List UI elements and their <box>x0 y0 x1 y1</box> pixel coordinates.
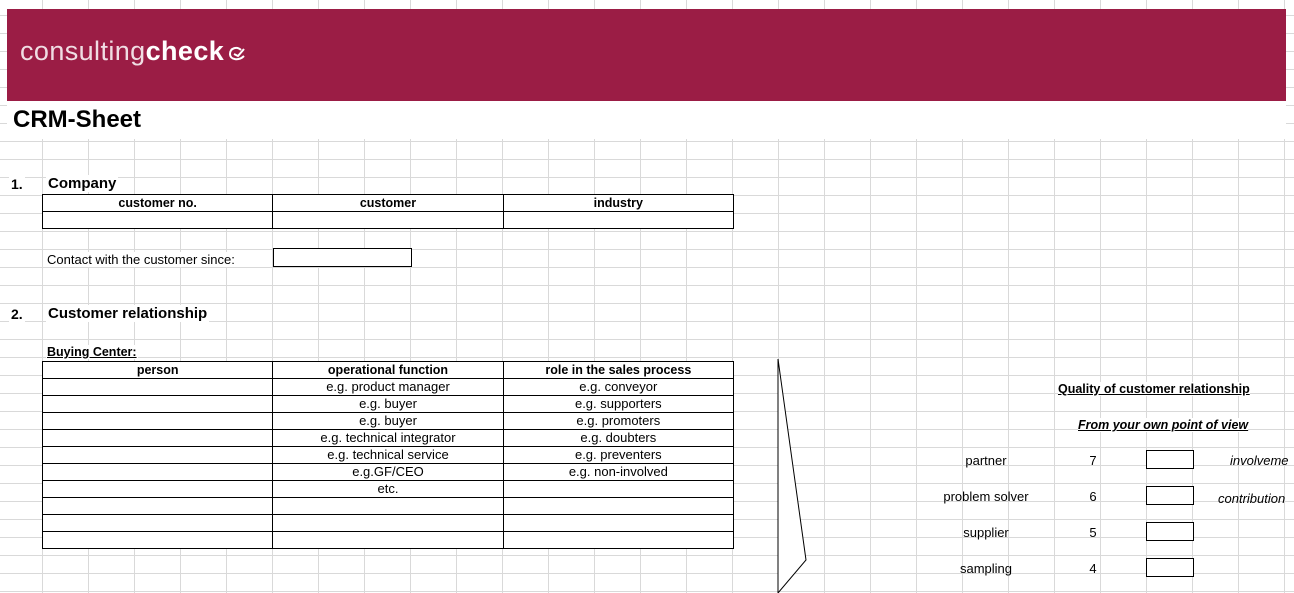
customer-no-cell[interactable] <box>43 212 273 229</box>
quality-level-score: 5 <box>1089 525 1097 540</box>
col-customer: customer <box>273 195 503 212</box>
table-row <box>43 447 734 464</box>
quality-level-input[interactable] <box>1146 486 1194 505</box>
person-cell[interactable] <box>43 413 273 430</box>
quality-subtitle: From your own point of view <box>1078 418 1249 432</box>
quality-level-score: 6 <box>1089 489 1097 504</box>
buying-center-label: Buying Center: <box>47 345 137 359</box>
quality-level-score: 4 <box>1089 561 1097 576</box>
section-2-heading: Customer relationship <box>48 305 208 322</box>
role-cell[interactable]: e.g. promoters <box>503 413 733 430</box>
quality-level-input[interactable] <box>1146 558 1194 577</box>
function-cell[interactable]: e.g. product manager <box>273 379 503 396</box>
quality-title: Quality of customer relationship <box>1058 382 1250 396</box>
role-cell[interactable] <box>503 532 733 549</box>
check-mark-icon <box>227 38 247 69</box>
person-cell[interactable] <box>43 481 273 498</box>
brand-logo <box>20 36 247 69</box>
quality-level-side: involveme <box>1230 453 1289 468</box>
quality-level-input[interactable] <box>1146 522 1194 541</box>
sheet-title: CRM-Sheet <box>13 106 142 133</box>
role-cell[interactable] <box>503 481 733 498</box>
person-cell[interactable] <box>43 498 273 515</box>
table-row <box>43 498 734 515</box>
table-row <box>43 413 734 430</box>
col-customer-no: customer no. <box>43 195 273 212</box>
section-1-number: 1. <box>11 176 23 192</box>
function-cell[interactable]: e.g. technical service <box>273 447 503 464</box>
company-table <box>42 194 734 229</box>
table-row <box>43 481 734 498</box>
table-row <box>43 532 734 549</box>
person-cell[interactable] <box>43 430 273 447</box>
person-cell[interactable] <box>43 379 273 396</box>
buying-center-table <box>42 361 734 549</box>
role-cell[interactable] <box>503 498 733 515</box>
person-cell[interactable] <box>43 532 273 549</box>
function-cell[interactable]: e.g. buyer <box>273 396 503 413</box>
table-row <box>43 464 734 481</box>
quality-level-label: partner <box>965 453 1007 468</box>
quality-level-label: problem solver <box>943 489 1029 504</box>
table-row <box>43 430 734 447</box>
role-cell[interactable]: e.g. supporters <box>503 396 733 413</box>
col-person: person <box>43 362 273 379</box>
quality-level-score: 7 <box>1089 453 1097 468</box>
role-cell[interactable]: e.g. non-involved <box>503 464 733 481</box>
col-role: role in the sales process <box>503 362 733 379</box>
logo-text-light: consulting <box>20 36 146 66</box>
quality-level-input[interactable] <box>1146 450 1194 469</box>
quality-level-label: sampling <box>959 561 1013 576</box>
section-1-heading: Company <box>48 175 117 192</box>
role-cell[interactable] <box>503 515 733 532</box>
customer-cell[interactable] <box>273 212 503 229</box>
table-row <box>43 515 734 532</box>
person-cell[interactable] <box>43 396 273 413</box>
contact-since-input[interactable] <box>273 248 412 267</box>
title-row <box>7 101 1286 139</box>
function-cell[interactable]: e.g.GF/CEO <box>273 464 503 481</box>
role-cell[interactable]: e.g. doubters <box>503 430 733 447</box>
section-2-number: 2. <box>11 306 23 322</box>
table-row <box>43 396 734 413</box>
person-cell[interactable] <box>43 464 273 481</box>
function-cell[interactable] <box>273 515 503 532</box>
quality-level-label: supplier <box>963 525 1009 540</box>
function-cell[interactable]: e.g. technical integrator <box>273 430 503 447</box>
contact-since-label: Contact with the customer since: <box>47 252 235 267</box>
table-row <box>43 379 734 396</box>
function-cell[interactable] <box>273 498 503 515</box>
col-operational-function: operational function <box>273 362 503 379</box>
industry-cell[interactable] <box>503 212 733 229</box>
col-industry: industry <box>503 195 733 212</box>
role-cell[interactable]: e.g. preventers <box>503 447 733 464</box>
logo-text-bold: check <box>145 36 225 66</box>
arrow-shape <box>772 355 812 593</box>
quality-level-side: contribution <box>1218 491 1286 506</box>
function-cell[interactable]: etc. <box>273 481 503 498</box>
function-cell[interactable]: e.g. buyer <box>273 413 503 430</box>
role-cell[interactable]: e.g. conveyor <box>503 379 733 396</box>
function-cell[interactable] <box>273 532 503 549</box>
person-cell[interactable] <box>43 447 273 464</box>
person-cell[interactable] <box>43 515 273 532</box>
